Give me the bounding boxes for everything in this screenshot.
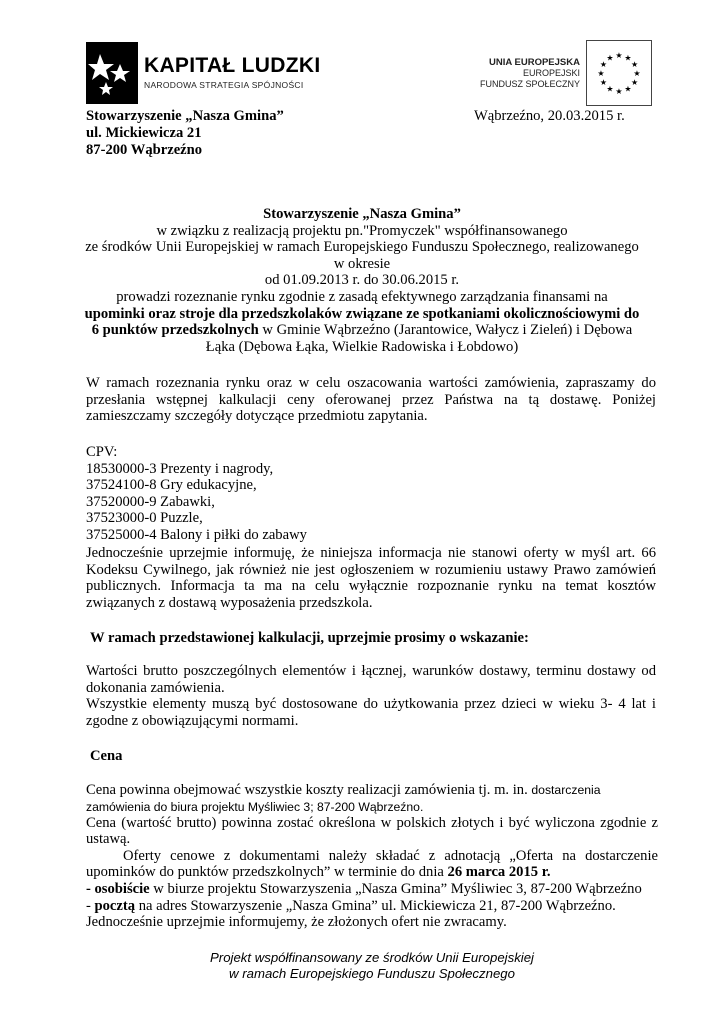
price-para-1-b: dostarczenia [531, 783, 601, 797]
intro-line-3: w okresie [333, 255, 391, 272]
price-para-6: Jednocześnie uprzejmie informujemy, że złożonych ofert nie zwracamy. [86, 914, 507, 931]
section-heading-calculation: W ramach przedstawionej kalkulacji, uprzejmie prosimy o wskazanie: [90, 630, 529, 646]
eu-efs-logo [472, 40, 652, 106]
price-para-3-text: Oferty cenowe z dokumentami należy składać z adnotacją „Oferta na dostarczenie upominków do punktów przedszkolnych” w terminie do dnia [86, 847, 658, 881]
intro-line-7 [60, 322, 664, 339]
paragraph-disclaimer: Jednocześnie uprzejmie informuję, że niniejsza informacja nie stanowi oferty w myśl art. 66 Kodeksu Cywilnego, jak również nie jest ogłoszeniem w rozumieniu ustawy Prawo zamówień publicznych. Informacja ta ma na celu wyłącznie rozpoznanie rynku na temat kosztów związanych z dostawą wyposażenia przedszkola. [86, 545, 656, 611]
intro-line-4: od 01.09.2013 r. do 30.06.2015 r. [264, 272, 460, 289]
cpv-block [86, 444, 656, 544]
intro-org-title: Stowarzyszenie „Nasza Gmina” [263, 206, 461, 222]
sender-org: Stowarzyszenie „Nasza Gmina” [86, 108, 284, 124]
cpv-item: 18530000-3 Prezenty i nagrody, [86, 460, 274, 477]
price-para-5-rest: na adres Stowarzyszenie „Nasza Gmina” ul. Mickiewicza 21, 87-200 Wąbrzeźno. [135, 897, 616, 914]
eu-star-icon: ★ [597, 69, 605, 78]
eu-star-icon: ★ [615, 51, 623, 60]
footer-line-2: w ramach Europejskiego Funduszu Społecznego [229, 966, 515, 981]
sender-street: ul. Mickiewicza 21 [86, 125, 202, 141]
eu-logo-line2: EUROPEJSKI [522, 68, 580, 78]
eu-logo-text [480, 57, 580, 90]
intro-line-6: upominki oraz stroje dla przedszkolaków związane ze spotkaniami okolicznościowymi do [84, 305, 640, 322]
eu-star-icon: ★ [633, 69, 641, 78]
price-para-5 [86, 898, 658, 915]
intro-line-7-bold: 6 punktów przedszkolnych [91, 322, 259, 339]
paragraph-invitation: W ramach rozeznania rynku oraz w celu oszacowania wartości zamówienia, zapraszamy do przesłania wstępnej kalkulacji ceny oferowanej przez Państwa na tą dostawę. Poniżej zamieszczamy szczegóły dotyczące przedmiotu zapytania. [86, 375, 656, 425]
intro-line-7-rest: w Gminie Wąbrzeźno (Jarantowice, Wałycz i Zieleń) i Dębowa [258, 322, 633, 339]
price-deadline: 26 marca 2015 r. [447, 864, 551, 881]
price-para-3 [86, 848, 658, 881]
eu-star-icon: ★ [606, 84, 614, 94]
eu-logo-line3: FUNDUSZ SPOŁECZNY [479, 79, 580, 89]
cpv-item: 37523000-0 Puzzle, [86, 510, 203, 527]
cpv-item: 37525000-4 Balony i piłki do zabawy [86, 526, 307, 543]
price-para-1-c: zamówienia do biura projektu Myśliwiec 3; 87-200 Wąbrzeźno. [86, 799, 424, 814]
eu-star-icon: ★ [615, 87, 623, 96]
intro-line-5: prowadzi rozeznanie rynku zgodnie z zasadą efektywnego zarządzania finansami na [116, 288, 608, 305]
eu-star-icon: ★ [599, 78, 607, 87]
eu-logo-line1: UNIA EUROPEJSKA [489, 57, 580, 68]
price-para-2: Cena (wartość brutto) powinna zostać określona w polskich złotych i być wyliczona zgodnie z ustawą. [86, 814, 658, 848]
price-para-5-bold: pocztą [94, 897, 136, 914]
eu-star-icon: ★ [599, 60, 607, 69]
price-para-4-bold: - osobiście [86, 880, 150, 897]
eu-star-icon: ★ [631, 78, 639, 87]
price-para-4-rest: w biurze projektu Stowarzyszenia „Nasza Gmina” Myśliwiec 3, 87-200 Wąbrzeźno [149, 880, 642, 897]
cpv-item: 37524100-8 Gry edukacyjne, [86, 477, 257, 494]
logo-subtitle: NARODOWA STRATEGIA SPÓJNOŚCI [144, 80, 304, 90]
footer-line-1: Projekt współfinansowany ze środków Unii Europejskiej [210, 950, 534, 965]
sender-city: 87-200 Wąbrzeźno [86, 142, 203, 158]
intro-line-2: ze środków Unii Europejskiej w ramach Europejskiego Funduszu Społecznego, realizowanego [85, 239, 639, 256]
price-section [86, 782, 658, 931]
kapital-ludzki-emblem-icon [86, 42, 138, 104]
eu-flag-icon [586, 40, 652, 106]
intro-line-1: w związku z realizacją projektu pn."Promyczek" współfinansowanego [156, 222, 568, 239]
eu-star-icon: ★ [606, 53, 614, 63]
eu-star-icon: ★ [624, 53, 632, 63]
cpv-item: 37520000-9 Zabawki, [86, 493, 215, 510]
footer [86, 950, 658, 982]
eu-star-icon: ★ [624, 84, 632, 94]
kapital-ludzki-logo [86, 42, 321, 104]
paragraph-requirements: Wszystkie elementy muszą być dostosowane do użytkowania przez dzieci w wieku 3- 4 lat i zgodne z obowiązującymi normami. [86, 696, 656, 729]
paragraph-values: Wartości brutto poszczególnych elementów i łącznej, warunków dostawy, terminu dostawy od dokonania zamówienia. [86, 663, 656, 696]
price-para-1 [86, 782, 658, 799]
cpv-label: CPV: [86, 444, 118, 460]
price-para-5-pre: - [86, 897, 95, 914]
section-heading-price: Cena [90, 748, 123, 764]
intro-line-8: Łąka (Dębowa Łąka, Wielkie Radowiska i Łobdowo) [205, 338, 519, 355]
eu-star-icon: ★ [631, 60, 639, 69]
logo-title: KAPITAŁ LUDZKI [144, 54, 321, 77]
price-para-1-a: Cena powinna obejmować wszystkie koszty realizacji zamówienia tj. m. in. [86, 782, 528, 798]
intro-block [60, 206, 664, 355]
price-para-4 [86, 881, 658, 898]
place-date: Wąbrzeźno, 20.03.2015 r. [474, 108, 625, 124]
